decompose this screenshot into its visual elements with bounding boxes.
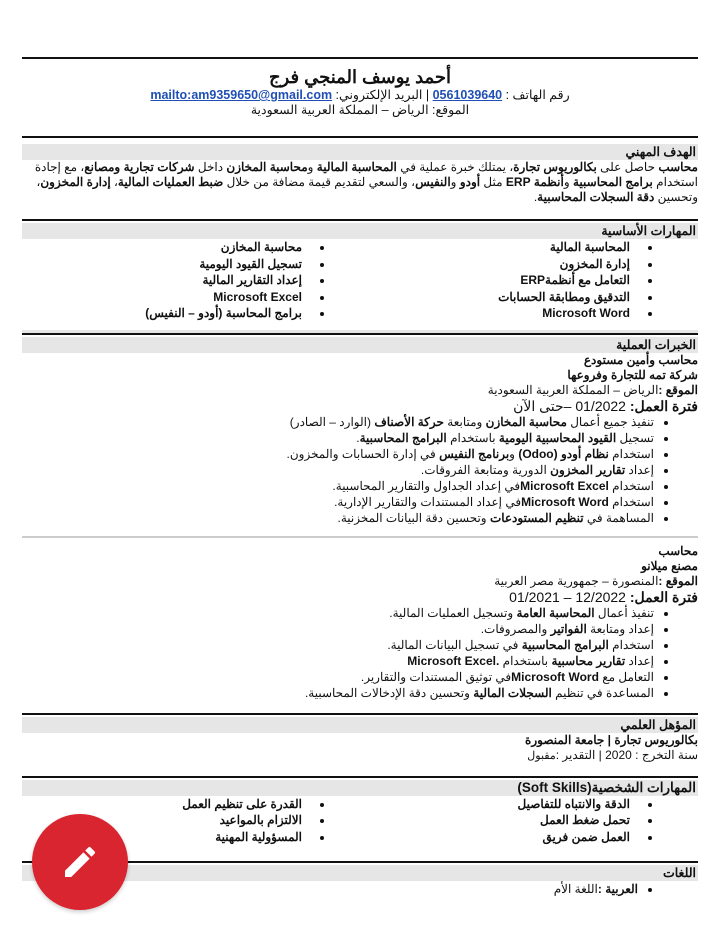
job-title: محاسب وأمين مستودع xyxy=(583,352,698,367)
grade: مقبول xyxy=(527,749,556,762)
text-segment: إعداد xyxy=(625,462,654,477)
text-segment: في تسجيل البيانات المالية. xyxy=(387,637,522,652)
text-segment: برنامج النفيس xyxy=(439,446,510,461)
divider xyxy=(22,136,698,138)
skill-item: • إعداد التقارير المالية xyxy=(22,272,310,289)
text-segment: وتحسين دقة الإدخالات المحاسبية. xyxy=(304,685,474,700)
job-duties xyxy=(22,414,698,526)
text-segment: في إعداد المستندات والتقارير الإدارية. xyxy=(334,494,522,509)
duty-item xyxy=(22,414,654,430)
text-segment: استخدام xyxy=(608,446,654,461)
text-segment: إعداد xyxy=(625,653,654,668)
text-segment: Microsoft Word xyxy=(521,494,609,509)
text-segment: .Microsoft Excel xyxy=(407,653,500,668)
text-segment: محاسبة المخازن xyxy=(485,414,567,429)
text-segment: تنفيذ جميع أعمال xyxy=(566,414,654,429)
section-title-soft-skills: المهارات الشخصية(Soft Skills) xyxy=(22,780,698,796)
text-segment: داخل xyxy=(194,160,227,174)
skill-item: • Microsoft Word xyxy=(350,305,638,322)
text-segment: . xyxy=(533,190,538,204)
divider xyxy=(22,536,698,538)
text-segment: البرامج المحاسبية xyxy=(359,430,447,445)
duty-item xyxy=(22,494,654,510)
section-title-objective: الهدف المهني xyxy=(22,144,698,160)
resume-header xyxy=(22,66,698,118)
text-segment: ضبط العمليات المالية xyxy=(117,175,224,189)
soft-skill-item: • تحمل ضغط العمل xyxy=(350,812,638,829)
text-segment: تقارير محاسبية xyxy=(551,653,626,668)
duty-item xyxy=(22,653,654,669)
duty-item xyxy=(22,478,654,494)
text-segment: Microsoft Word xyxy=(511,669,599,684)
job-period xyxy=(22,398,698,414)
text-segment: في توثيق المستندات والتقارير. xyxy=(360,669,512,684)
soft-skill-item: • القدرة على تنظيم العمل xyxy=(22,796,310,813)
text-segment: إعداد ومتابعة xyxy=(586,621,654,636)
text-segment: وتسجيل العمليات المالية. xyxy=(389,605,517,620)
text-segment: ، والسعي لتقديم قيمة مضافة من خلال xyxy=(223,175,416,189)
duty-item xyxy=(22,446,654,462)
text-segment: المحاسبة العامة xyxy=(516,605,595,620)
text-segment: ، يمتلك خبرة عملية في xyxy=(396,160,514,174)
skill-item: • تسجيل القيود اليومية xyxy=(22,256,310,273)
phone-label: رقم الهاتف : xyxy=(502,88,570,102)
period-label: فترة العمل: xyxy=(625,588,698,605)
location-value: المنصورة – جمهورية مصر العربية xyxy=(494,573,659,588)
text-segment: ، مع إجادة استخدام xyxy=(34,160,698,189)
section-title-skills: المهارات الأساسية xyxy=(22,223,698,239)
skill-item: • التدقيق ومطابقة الحسابات xyxy=(350,289,638,306)
text-segment: المساعدة في تنظيم xyxy=(551,685,654,700)
email-link[interactable]: mailto:am9359650@gmail.com xyxy=(150,88,333,102)
text-segment: والمصروفات. xyxy=(480,621,551,636)
job-location xyxy=(22,574,698,589)
text-segment: أنظمة ERP xyxy=(505,175,564,189)
skills-list xyxy=(22,239,698,322)
text-segment: المساهمة في xyxy=(583,510,654,525)
text-segment: و xyxy=(450,175,460,189)
text-segment: القيود المحاسبية اليومية xyxy=(498,430,617,445)
period-value: 01/2022 –حتى الآن xyxy=(513,397,626,414)
text-segment: استخدام xyxy=(608,494,654,509)
duty-item xyxy=(22,637,654,653)
section-title-experience: الخبرات العملية xyxy=(22,337,698,353)
graduation-label: سنة التخرج : 2020 | التقدير : xyxy=(555,747,698,762)
location-label: الموقع : xyxy=(658,382,698,397)
text-segment: استخدام xyxy=(608,637,654,652)
period-value: 12/2022 – 01/2021 xyxy=(509,588,626,605)
location-label: الموقع : xyxy=(658,573,698,588)
soft-skill-item: • العمل ضمن فريق xyxy=(350,829,638,846)
soft-skill-item: • المسؤولية المهنية xyxy=(22,829,310,846)
skill-item: • محاسبة المخازن xyxy=(22,239,310,256)
text-segment: أودو xyxy=(459,175,481,189)
text-segment: وتحسين دقة البيانات المخزنية. xyxy=(337,510,490,525)
period-label: فترة العمل: xyxy=(625,397,698,414)
text-segment: مثل xyxy=(480,175,506,189)
text-segment: (الوارد – الصادر) xyxy=(289,414,375,429)
text-segment: و xyxy=(509,446,519,461)
soft-skill-item: • الالتزام بالمواعيد xyxy=(22,812,310,829)
email-label: | البريد الإلكتروني: xyxy=(332,88,433,102)
resume-document xyxy=(22,0,698,898)
languages-list xyxy=(22,881,698,898)
text-segment: شركات تجارية ومصانع xyxy=(84,160,195,174)
text-segment: استخدام xyxy=(608,478,654,493)
text-segment: و xyxy=(563,175,573,189)
edit-button[interactable] xyxy=(32,814,128,910)
location-line: الموقع: الرياض – المملكة العربية السعودية xyxy=(250,103,470,117)
language-level: اللغة الأم xyxy=(553,882,598,896)
duty-item xyxy=(22,430,654,446)
text-segment: ، وتحسين xyxy=(36,175,698,204)
duty-item xyxy=(22,621,654,637)
text-segment: تقارير المخزون xyxy=(550,462,626,477)
text-segment: ، xyxy=(110,175,118,189)
location-value: الرياض – المملكة العربية السعودية xyxy=(487,382,659,397)
job-entry xyxy=(22,544,698,701)
text-segment: دقة السجلات المحاسبية xyxy=(537,190,655,204)
skill-item: • التعامل مع أنظمةERP xyxy=(350,272,638,289)
text-segment: في إعداد الجداول والتقارير المحاسبية. xyxy=(332,478,521,493)
text-segment: محاسبة المخازن xyxy=(226,160,308,174)
duty-item xyxy=(22,685,654,701)
job-period xyxy=(22,589,698,605)
text-segment: محاسب xyxy=(654,160,698,174)
text-segment: و xyxy=(307,160,317,174)
text-segment: حركة الأصناف xyxy=(374,414,444,429)
duty-item xyxy=(22,462,654,478)
text-segment: الفواتير xyxy=(550,621,587,636)
text-segment: البرامج المحاسبية xyxy=(521,637,609,652)
text-segment: برامج المحاسبية xyxy=(572,175,653,189)
text-segment: تنظيم المستودعات xyxy=(489,510,584,525)
text-segment: تسجيل xyxy=(616,430,654,445)
duty-item xyxy=(22,669,654,685)
graduation-line xyxy=(22,748,698,764)
company-name: شركة تمه للتجارة وفروعها xyxy=(567,367,698,382)
text-segment: في إدارة الحسابات والمخزون. xyxy=(286,446,440,461)
text-segment: السجلات المالية xyxy=(473,685,552,700)
text-segment: تنفيذ أعمال xyxy=(594,605,654,620)
text-segment: نظام أودو (Odoo) xyxy=(518,446,609,461)
job-duties xyxy=(22,605,698,701)
pencil-icon xyxy=(60,842,100,882)
skill-item: • إدارة المخزون xyxy=(350,256,638,273)
company-name: مصنع ميلانو xyxy=(641,558,698,573)
divider xyxy=(22,713,698,715)
section-title-education: المؤهل العلمي xyxy=(22,717,698,733)
text-segment: المحاسبة المالية xyxy=(316,160,397,174)
text-segment: النفيس xyxy=(415,175,451,189)
objective-text xyxy=(22,160,698,205)
skill-item: • المحاسبة المالية xyxy=(350,239,638,256)
degree: بكالوريوس تجارة | جامعة المنصورة xyxy=(525,732,698,747)
duty-item xyxy=(22,605,654,621)
text-segment: باستخدام xyxy=(499,653,552,668)
skill-item: • برامج المحاسبة (أودو – النفيس) xyxy=(22,305,310,322)
divider xyxy=(22,219,698,221)
text-segment: ومتابعة xyxy=(443,414,486,429)
text-segment: حاصل على xyxy=(596,160,655,174)
section-title-languages: اللغات xyxy=(22,865,698,881)
text-segment: إدارة المخزون xyxy=(40,175,111,189)
phone-link[interactable]: 0561039640 xyxy=(432,88,503,102)
contact-line xyxy=(22,88,698,103)
soft-skills-list xyxy=(22,796,698,846)
text-segment: التعامل مع xyxy=(598,669,654,684)
job-title: محاسب xyxy=(658,543,698,558)
divider xyxy=(22,776,698,778)
text-segment: الدورية ومتابعة الفروقات. xyxy=(420,462,551,477)
soft-skill-item: • الدقة والانتباه للتفاصيل xyxy=(350,796,638,813)
skill-item: • Microsoft Excel xyxy=(22,289,310,306)
candidate-name: أحمد يوسف المنجي فرج xyxy=(268,67,452,87)
language-name: العربية : xyxy=(597,882,638,896)
text-segment: . xyxy=(356,430,360,445)
divider xyxy=(22,333,698,335)
job-location xyxy=(22,383,698,398)
job-entry xyxy=(22,353,698,526)
divider xyxy=(22,57,698,59)
text-segment: Microsoft Excel xyxy=(520,478,609,493)
text-segment: بكالوريوس تجارة xyxy=(513,160,597,174)
duty-item xyxy=(22,510,654,526)
text-segment: باستخدام xyxy=(446,430,499,445)
